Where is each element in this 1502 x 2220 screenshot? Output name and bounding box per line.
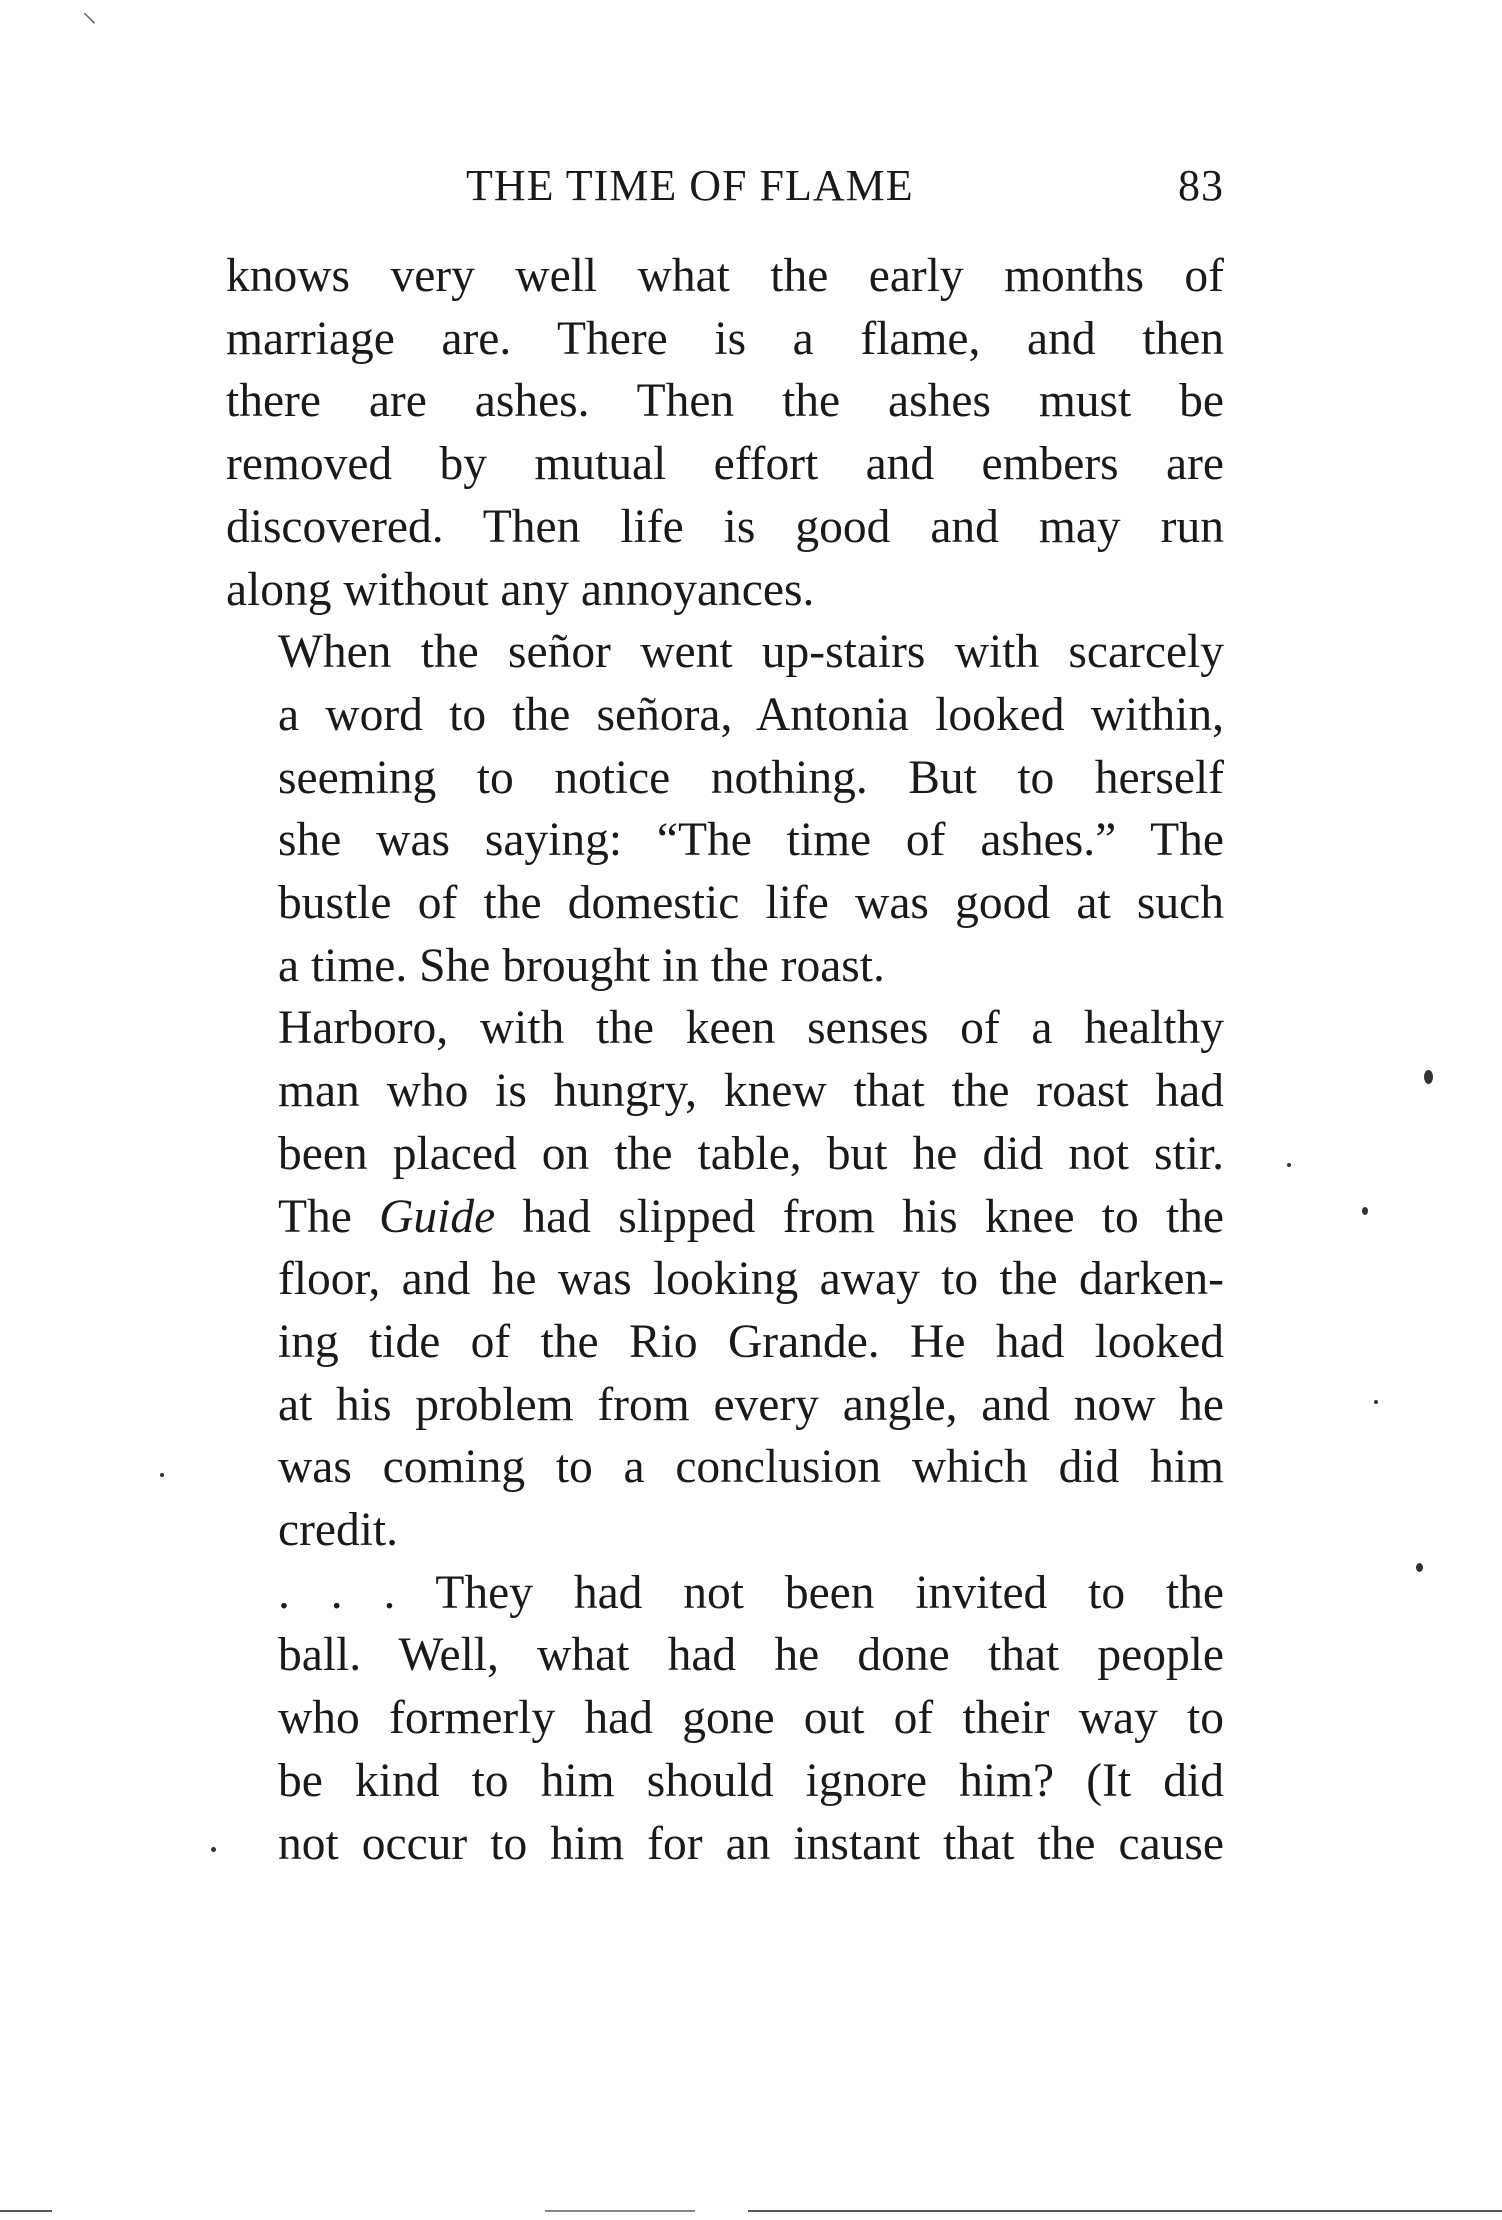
scan-mark: ⸌ [82,8,97,41]
paragraph-4 [226,1562,1224,1876]
running-head [226,160,1224,220]
scan-edge-line [748,2210,1502,2212]
scan-speck [1424,1070,1433,1084]
text-line: bustle of the domestic life was good at such [278,877,1224,930]
scan-speck [1416,1563,1423,1572]
text-line: at his problem from every angle, and now he [278,1378,1224,1431]
paragraph-2 [226,621,1224,997]
text-line: not occur to him for an instant that the cause [278,1817,1224,1870]
paragraph-1 [226,245,1224,621]
scan-speck [160,1473,164,1477]
body-text [226,245,1224,1875]
scan-speck [211,1847,216,1852]
text-line: seeming to notice nothing. But to herself [278,751,1224,804]
text-line: there are ashes. Then the ashes must be [226,375,1224,428]
paragraph-3 [226,997,1224,1561]
text-line: along without any annoyances. [226,563,815,616]
text-line: marriage are. There is a flame, and then [226,312,1224,365]
text-line: credit. [278,1504,399,1557]
text-line: ing tide of the Rio Grande. He had looked [278,1315,1224,1368]
text-line: removed by mutual effort and embers are [226,438,1224,491]
page-number: 83 [1178,161,1224,210]
text-line: floor, and he was looking away to the darken- [278,1253,1224,1306]
text-line: a word to the señora, Antonia looked within, [278,688,1224,741]
text-line: who formerly had gone out of their way to [278,1692,1224,1745]
text-line: When the señor went up-stairs with scarcely [278,626,1224,679]
italic-title: Guide [379,1190,496,1243]
text-line: a time. She brought in the roast. [278,939,885,992]
text-line: she was saying: “The time of ashes.” The [278,814,1224,867]
scan-speck [1287,1163,1291,1167]
text-line: Harboro, with the keen senses of a healthy [278,1002,1224,1055]
text-line: . . . They had not been invited to the [278,1566,1224,1619]
text-line: discovered. Then life is good and may run [226,500,1224,553]
scan-edge-line [0,2210,52,2212]
text-line: been placed on the table, but he did not stir. [278,1127,1224,1180]
text-line: man who is hungry, knew that the roast had [278,1065,1224,1118]
scan-speck [1374,1400,1378,1404]
text-line: ball. Well, what had he done that people [278,1629,1224,1682]
text-line: be kind to him should ignore him? (It did [278,1754,1224,1807]
scan-edge-line [545,2210,695,2212]
text-line: was coming to a conclusion which did him [278,1441,1224,1494]
text-run: The [278,1190,380,1243]
text-line: knows very well what the early months of [226,250,1224,302]
text-run: had slipped from his knee to the [495,1190,1224,1243]
running-title: THE TIME OF FLAME [466,161,914,210]
text-line-with-italic [226,1186,1224,1249]
scan-speck [1362,1207,1368,1215]
